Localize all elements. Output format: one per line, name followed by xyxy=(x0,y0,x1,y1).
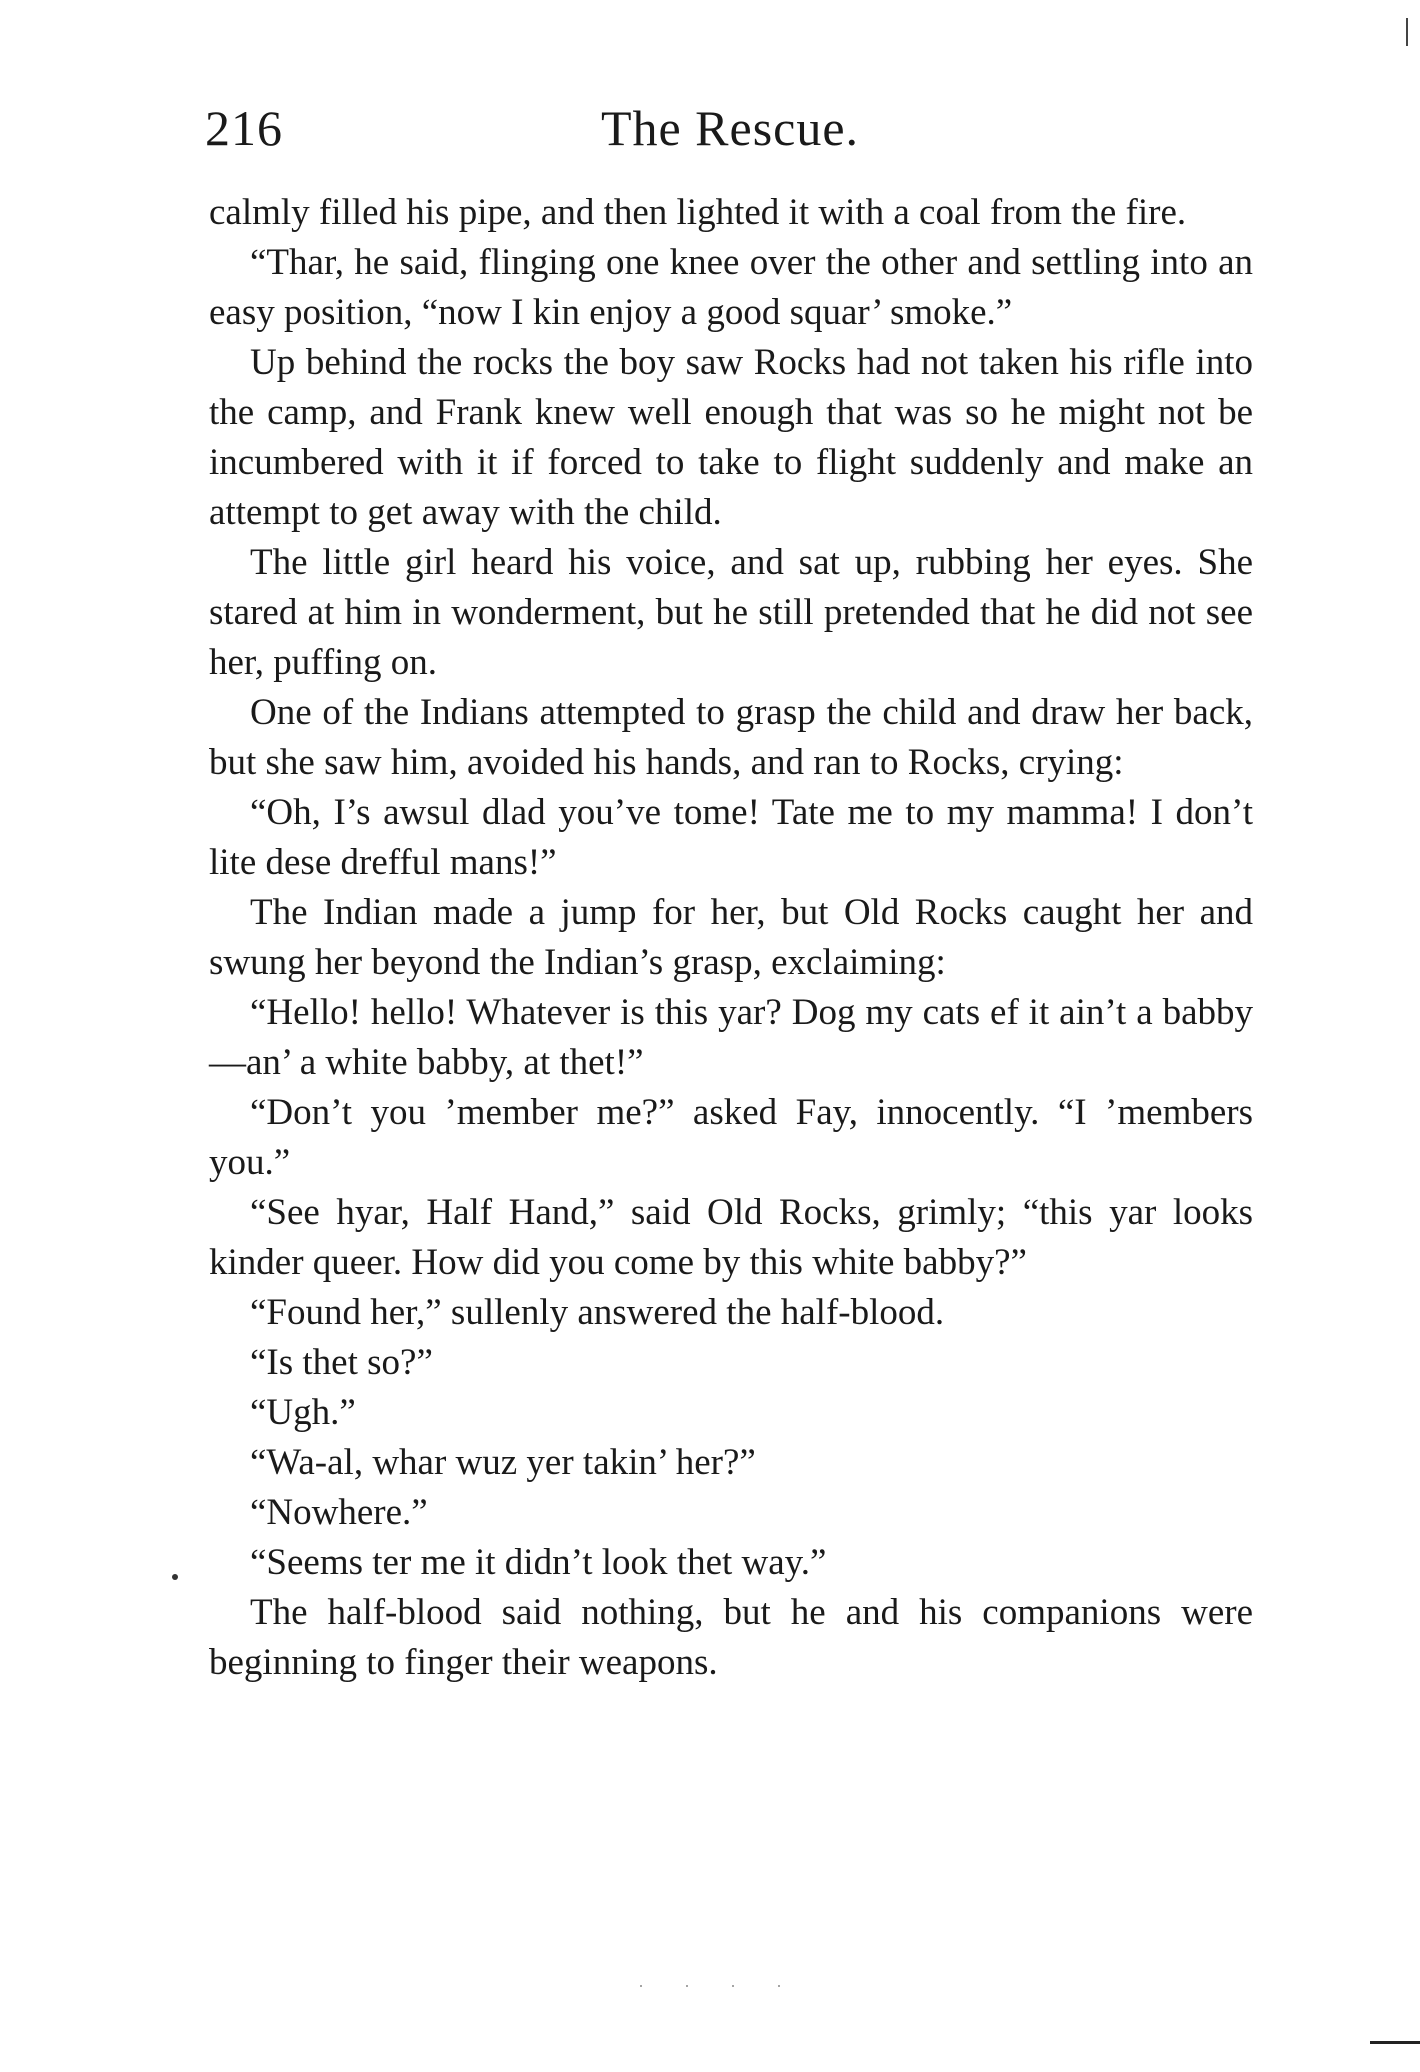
paragraph: The half-blood said nothing, but he and his companions were beginning to finger their weapons. xyxy=(209,1592,1253,1683)
scan-dots xyxy=(640,1985,780,1991)
paragraph: Up behind the rocks the boy saw Rocks had not taken his rifle into the camp, and Frank knew well enough that was so he might not be incumbered with it if forced to take to flight suddenly and make an attempt to get away with the child. xyxy=(209,342,1253,533)
paragraph: “Nowhere.” xyxy=(250,1492,428,1533)
scan-edge-mark xyxy=(1370,2041,1420,2044)
paragraph: “See hyar, Half Hand,” said Old Rocks, grimly; “this yar looks kinder queer. How did you come by this white babby?” xyxy=(209,1192,1253,1283)
paragraph: One of the Indians attempted to grasp the child and draw her back, but she saw him, avoided his hands, and ran to Rocks, crying: xyxy=(209,692,1253,783)
page-header xyxy=(205,98,1255,158)
margin-speck xyxy=(172,1574,178,1580)
paragraph: “Don’t you ’member me?” asked Fay, innocently. “I ’members you.” xyxy=(209,1092,1253,1183)
paragraph: “Thar, he said, flinging one knee over the other and settling into an easy position, “now I kin enjoy a good squar’ smoke.” xyxy=(209,242,1253,333)
paragraph: “Wa-al, whar wuz yer takin’ her?” xyxy=(250,1442,756,1483)
body-text xyxy=(209,188,1253,1688)
paragraph: calmly filled his pipe, and then lighted it with a coal from the fire. xyxy=(209,192,1187,233)
page-number: 216 xyxy=(205,100,283,156)
scan-edge-mark xyxy=(1406,18,1408,46)
paragraph: “Seems ter me it didn’t look thet way.” xyxy=(250,1542,827,1583)
paragraph: “Is thet so?” xyxy=(250,1342,433,1383)
paragraph: “Found her,” sullenly answered the half-blood. xyxy=(250,1292,945,1333)
scan-dot xyxy=(732,1985,734,1987)
paragraph: “Ugh.” xyxy=(250,1392,356,1433)
scan-dot xyxy=(686,1985,688,1987)
paragraph: “Oh, I’s awsul dlad you’ve tome! Tate me to my mamma! I don’t lite dese drefful mans!” xyxy=(209,792,1253,883)
scan-dot xyxy=(778,1985,780,1987)
paragraph: The little girl heard his voice, and sat up, rubbing her eyes. She stared at him in wonderment, but he still pretended that he did not see her, puffing on. xyxy=(209,542,1253,683)
paragraph: The Indian made a jump for her, but Old Rocks caught her and swung her beyond the Indian’s grasp, exclaiming: xyxy=(209,892,1253,983)
running-title: The Rescue. xyxy=(600,100,860,156)
scan-dot xyxy=(640,1985,642,1987)
paragraph: “Hello! hello! Whatever is this yar? Dog my cats ef it ain’t a babby—an’ a white babby, at thet!” xyxy=(209,992,1253,1083)
